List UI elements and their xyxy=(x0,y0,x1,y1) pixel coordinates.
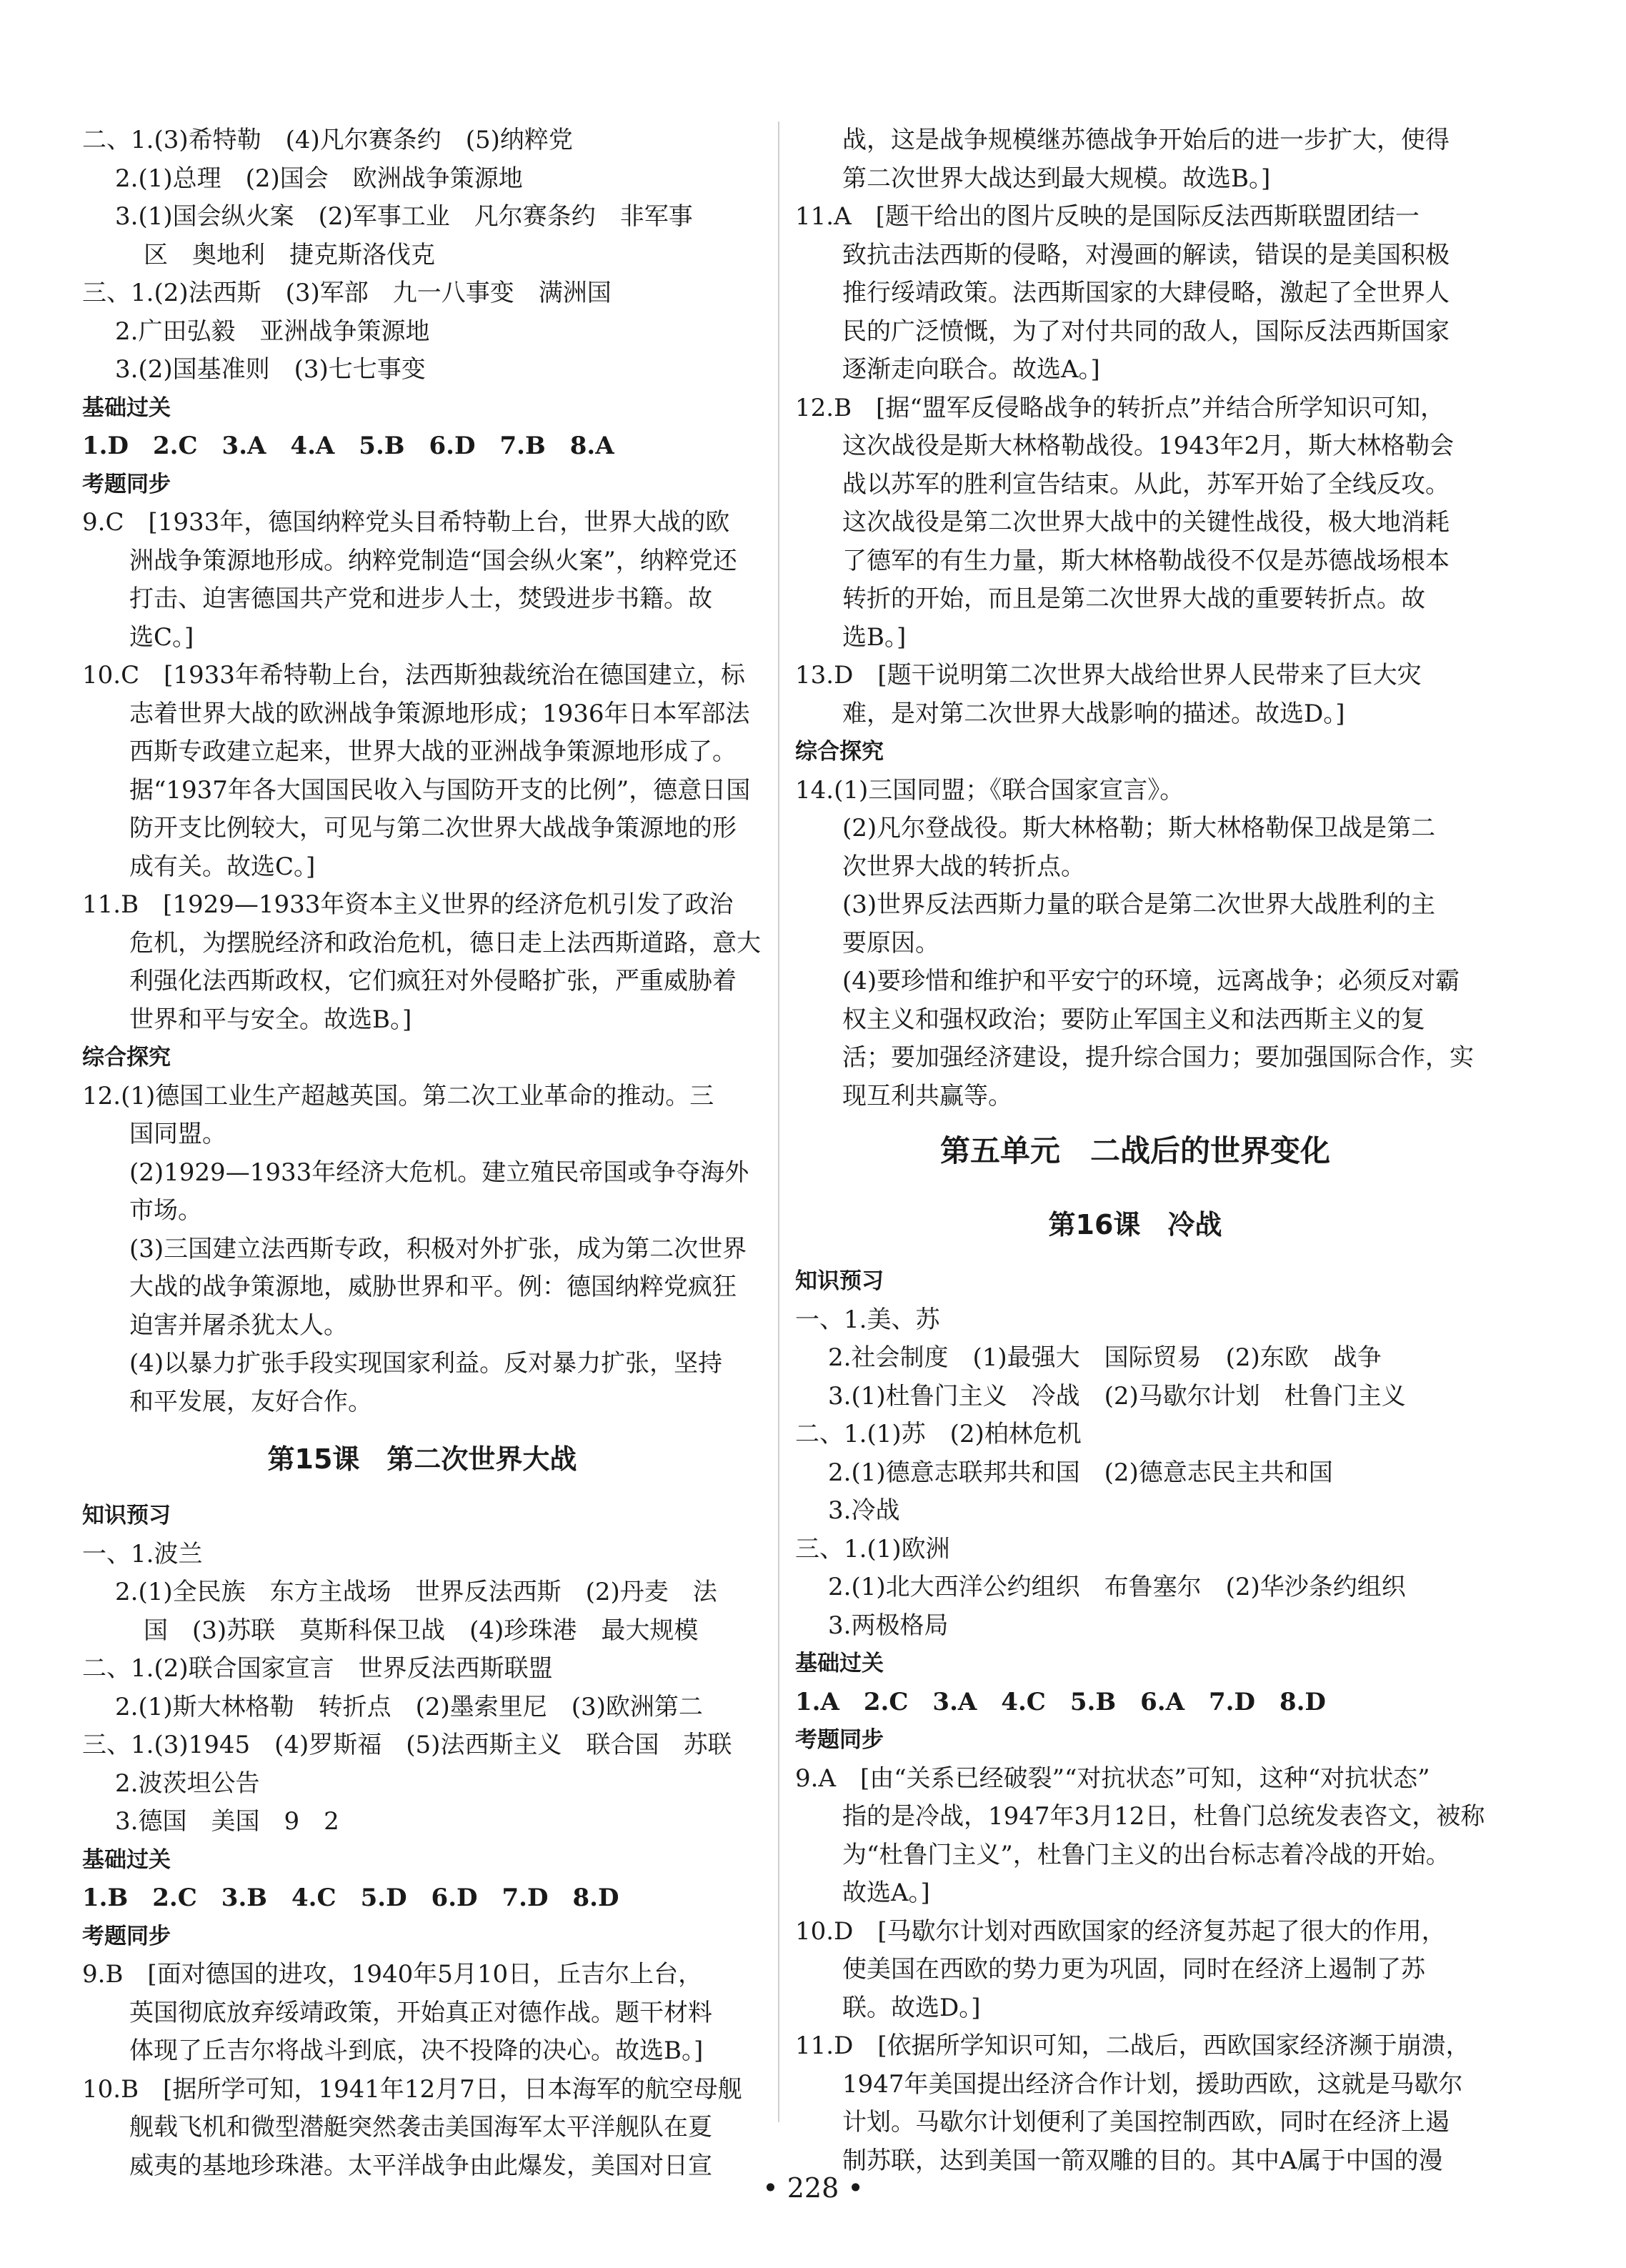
section-heading: 考题同步 xyxy=(795,1727,884,1753)
text-line: 选C。] xyxy=(129,622,194,652)
text-line: 成有关。故选C。] xyxy=(129,852,316,881)
text-line: 使美国在西欧的势力更为巩固，同时在经济上遏制了苏 xyxy=(842,1955,1425,1984)
text-line: 9.C [1933年，德国纳粹党头目希特勒上台，世界大战的欧 xyxy=(82,508,730,537)
text-line: 打击、迫害德国共产党和进步人士，焚毁进步书籍。故 xyxy=(129,585,712,613)
text-line: 次世界大战的转折点。 xyxy=(842,852,1085,881)
text-line: 2.(1)总理 (2)国会 欧洲战争策源地 xyxy=(115,164,523,193)
text-line: 一、1.美、苏 xyxy=(795,1305,940,1334)
text-line: 迫害并屠杀犹太人。 xyxy=(129,1310,348,1340)
text-line: 威夷的基地珍珠港。太平洋战争由此爆发，美国对日宣 xyxy=(129,2151,712,2180)
text-line: 要原因。 xyxy=(842,928,939,958)
text-line: (4)以暴力扩张手段实现国家利益。反对暴力扩张，坚持 xyxy=(129,1349,723,1378)
section-heading: 基础过关 xyxy=(795,1651,884,1676)
text-line: 区 奥地利 捷克斯洛伐克 xyxy=(144,240,435,269)
text-line: 14.(1)三国同盟；《联合国家宣言》。 xyxy=(795,775,1184,805)
text-line: 指的是冷战，1947年3月12日，杜鲁门总统发表咨文，被称 xyxy=(842,1802,1485,1831)
text-line: 战，这是战争规模继苏德战争开始后的进一步扩大，使得 xyxy=(842,126,1450,154)
section-heading: 综合探究 xyxy=(82,1045,171,1070)
column-divider xyxy=(778,121,779,2122)
text-line: 3.德国 美国 9 2 xyxy=(115,1807,339,1836)
section-heading: 基础过关 xyxy=(82,1846,171,1873)
text-line: 国 (3)苏联 莫斯科保卫战 (4)珍珠港 最大规模 xyxy=(144,1616,699,1645)
text-line: 2.(1)北大西洋公约组织 布鲁塞尔 (2)华沙条约组织 xyxy=(828,1573,1406,1601)
text-line: 三、1.(2)法西斯 (3)军部 九一八事变 满洲国 xyxy=(82,279,612,307)
text-line: 防开支比例较大，可见与第二次世界大战战争策源地的形 xyxy=(129,814,737,842)
text-line: 3.(1)国会纵火案 (2)军事工业 凡尔赛条约 非军事 xyxy=(115,202,693,231)
text-line: 战以苏军的胜利宣告结束。从此，苏军开始了全线反攻。 xyxy=(842,469,1450,499)
text-line: 9.A [由“关系已经破裂”“对抗状态”可知，这种“对抗状态” xyxy=(795,1764,1430,1793)
text-line: 体现了丘吉尔将战斗到底，决不投降的决心。故选B。] xyxy=(129,2036,704,2065)
text-line: 据“1937年各大国国民收入与国防开支的比例”，德意日国 xyxy=(129,775,751,805)
text-line: 1.B 2.C 3.B 4.C 5.D 6.D 7.D 8.D xyxy=(82,1884,619,1912)
text-line: 2.波茨坦公告 xyxy=(115,1769,260,1798)
text-line: 计划。马歇尔计划便利了美国控制西欧，同时在经济上遏 xyxy=(842,2108,1450,2137)
text-line: 9.B [面对德国的进攻，1940年5月10日，丘吉尔上台， xyxy=(82,1960,703,1989)
text-line: 三、1.(1)欧洲 xyxy=(795,1534,950,1563)
section-heading: 基础过关 xyxy=(82,394,171,421)
text-line: 志着世界大战的欧洲战争策源地形成；1936年日本军部法 xyxy=(129,699,750,728)
text-line: 10.D [马歇尔计划对西欧国家的经济复苏起了很大的作用， xyxy=(795,1916,1446,1946)
section-heading: 考题同步 xyxy=(82,471,171,497)
text-line: 1.A 2.C 3.A 4.C 5.B 6.A 7.D 8.D xyxy=(795,1687,1326,1716)
section-heading: 综合探究 xyxy=(795,739,884,765)
text-line: 10.B [据所学可知，1941年12月7日，日本海军的航空母舰 xyxy=(82,2074,742,2104)
text-line: 洲战争策源地形成。纳粹党制造“国会纵火案”，纳粹党还 xyxy=(129,546,737,575)
page-number: • 228 • xyxy=(762,2172,864,2204)
text-line: 一、1.波兰 xyxy=(82,1539,203,1568)
text-line: 利强化法西斯政权，它们疯狂对外侵略扩张，严重威胁着 xyxy=(129,967,737,995)
text-line: 联。故选D。] xyxy=(842,1993,981,2022)
text-line: (4)要珍惜和维护和平安宁的环境，远离战争；必须反对霸 xyxy=(842,967,1460,995)
text-line: 国同盟。 xyxy=(129,1120,226,1148)
left-column xyxy=(82,121,762,2185)
text-line: 1947年美国提出经济合作计划，援助西欧，这就是马歇尔 xyxy=(842,2069,1463,2099)
text-line: 舰载飞机和微型潜艇突然袭击美国海军太平洋舰队在夏 xyxy=(129,2113,712,2142)
text-line: 二、1.(3)希特勒 (4)凡尔赛条约 (5)纳粹党 xyxy=(82,126,573,154)
text-line: 三、1.(3)1945 (4)罗斯福 (5)法西斯主义 联合国 苏联 xyxy=(82,1731,732,1759)
section-heading: 考题同步 xyxy=(82,1923,171,1949)
text-line: 为“杜鲁门主义”，杜鲁门主义的出台标志着冷战的开始。 xyxy=(842,1840,1450,1869)
right-column xyxy=(795,121,1485,2180)
text-line: 难，是对第二次世界大战影响的描述。故选D。] xyxy=(842,699,1345,728)
text-line: 3.两极格局 xyxy=(828,1611,949,1640)
text-line: 逐渐走向联合。故选A。] xyxy=(842,355,1100,384)
unit-title: 第五单元 二战后的世界变化 xyxy=(939,1133,1330,1168)
text-line: 英国彻底放弃绥靖政策，开始真正对德作战。题干材料 xyxy=(129,1998,712,2027)
text-line: 推行绥靖政策。法西斯国家的大肆侵略，激起了全世界人 xyxy=(842,279,1450,307)
lesson-title: 第16课 冷战 xyxy=(1048,1209,1222,1240)
lesson-title: 第15课 第二次世界大战 xyxy=(267,1443,577,1475)
text-line: 11.A [题干给出的图片反映的是国际反法西斯联盟团结一 xyxy=(795,202,1420,231)
text-line: 这次战役是斯大林格勒战役。1943年2月，斯大林格勒会 xyxy=(842,432,1455,460)
text-line: 2.社会制度 (1)最强大 国际贸易 (2)东欧 战争 xyxy=(828,1343,1382,1372)
text-line: 选B。] xyxy=(842,622,907,652)
text-line: 大战的战争策源地，威胁世界和平。例：德国纳粹党疯狂 xyxy=(129,1273,737,1301)
text-line: 2.广田弘毅 亚洲战争策源地 xyxy=(115,317,430,346)
text-line: 权主义和强权政治；要防止军国主义和法西斯主义的复 xyxy=(842,1005,1425,1034)
text-line: 活；要加强经济建设，提升综合国力；要加强国际合作，实 xyxy=(842,1043,1474,1072)
section-heading: 知识预习 xyxy=(82,1503,171,1528)
text-line: 12.B [据“盟军反侵略战争的转折点”并结合所学知识可知， xyxy=(795,393,1445,422)
text-line: (3)世界反法西斯力量的联合是第二次世界大战胜利的主 xyxy=(842,890,1436,919)
text-line: 故选A。] xyxy=(842,1879,930,1907)
text-line: 制苏联，达到美国一箭双雕的目的。其中A属于中国的漫 xyxy=(842,2146,1443,2175)
text-line: 2.(1)德意志联邦共和国 (2)德意志民主共和国 xyxy=(828,1458,1333,1487)
text-line: 危机，为摆脱经济和政治危机，德日走上法西斯道路，意大 xyxy=(129,928,761,958)
text-line: 3.冷战 xyxy=(828,1496,900,1525)
text-line: 现互利共赢等。 xyxy=(842,1081,1012,1110)
text-line: 二、1.(2)联合国家宣言 世界反法西斯联盟 xyxy=(82,1654,553,1683)
text-line: 12.(1)德国工业生产超越英国。第二次工业革命的推动。三 xyxy=(82,1081,714,1110)
text-line: 这次战役是第二次世界大战中的关键性战役，极大地消耗 xyxy=(842,508,1450,537)
text-line: 世界和平与安全。故选B。] xyxy=(129,1005,412,1034)
text-line: 民的广泛愤慨，为了对付共同的敌人，国际反法西斯国家 xyxy=(842,317,1450,346)
text-line: (3)三国建立法西斯专政，积极对外扩张，成为第二次世界 xyxy=(129,1234,747,1263)
text-line: 第二次世界大战达到最大规模。故选B。] xyxy=(842,164,1271,193)
text-line: 3.(2)国基准则 (3)七七事变 xyxy=(115,355,426,384)
text-line: 13.D [题干说明第二次世界大战给世界人民带来了巨大灾 xyxy=(795,661,1422,690)
section-heading: 知识预习 xyxy=(795,1268,884,1294)
text-line: 11.B [1929—1933年资本主义世界的经济危机引发了政治 xyxy=(82,890,734,919)
text-line: 和平发展，友好合作。 xyxy=(129,1387,372,1416)
text-line: 10.C [1933年希特勒上台，法西斯独裁统治在德国建立，标 xyxy=(82,661,745,690)
text-line: 致抗击法西斯的侵略，对漫画的解读，错误的是美国积极 xyxy=(842,240,1450,269)
text-line: (2)凡尔登战役。斯大林格勒；斯大林格勒保卫战是第二 xyxy=(842,814,1436,842)
text-line: 11.D [依据所学知识可知，二战后，西欧国家经济濒于崩溃， xyxy=(795,2031,1470,2060)
text-line: 2.(1)全民族 东方主战场 世界反法西斯 (2)丹麦 法 xyxy=(115,1578,717,1606)
text-line: 1.D 2.C 3.A 4.A 5.B 6.D 7.B 8.A xyxy=(82,432,614,460)
text-line: 了德军的有生力量，斯大林格勒战役不仅是苏德战场根本 xyxy=(842,546,1450,575)
text-line: 市场。 xyxy=(129,1196,202,1225)
text-line: 二、1.(1)苏 (2)柏林危机 xyxy=(795,1420,1082,1448)
text-line: 西斯专政建立起来，世界大战的亚洲战争策源地形成了。 xyxy=(129,737,737,766)
text-line: 2.(1)斯大林格勒 转折点 (2)墨索里尼 (3)欧洲第二 xyxy=(115,1692,703,1721)
text-line: (2)1929—1933年经济大危机。建立殖民帝国或争夺海外 xyxy=(129,1158,749,1187)
text-line: 3.(1)杜鲁门主义 冷战 (2)马歇尔计划 杜鲁门主义 xyxy=(828,1381,1406,1411)
text-line: 转折的开始，而且是第二次世界大战的重要转折点。故 xyxy=(842,585,1425,613)
